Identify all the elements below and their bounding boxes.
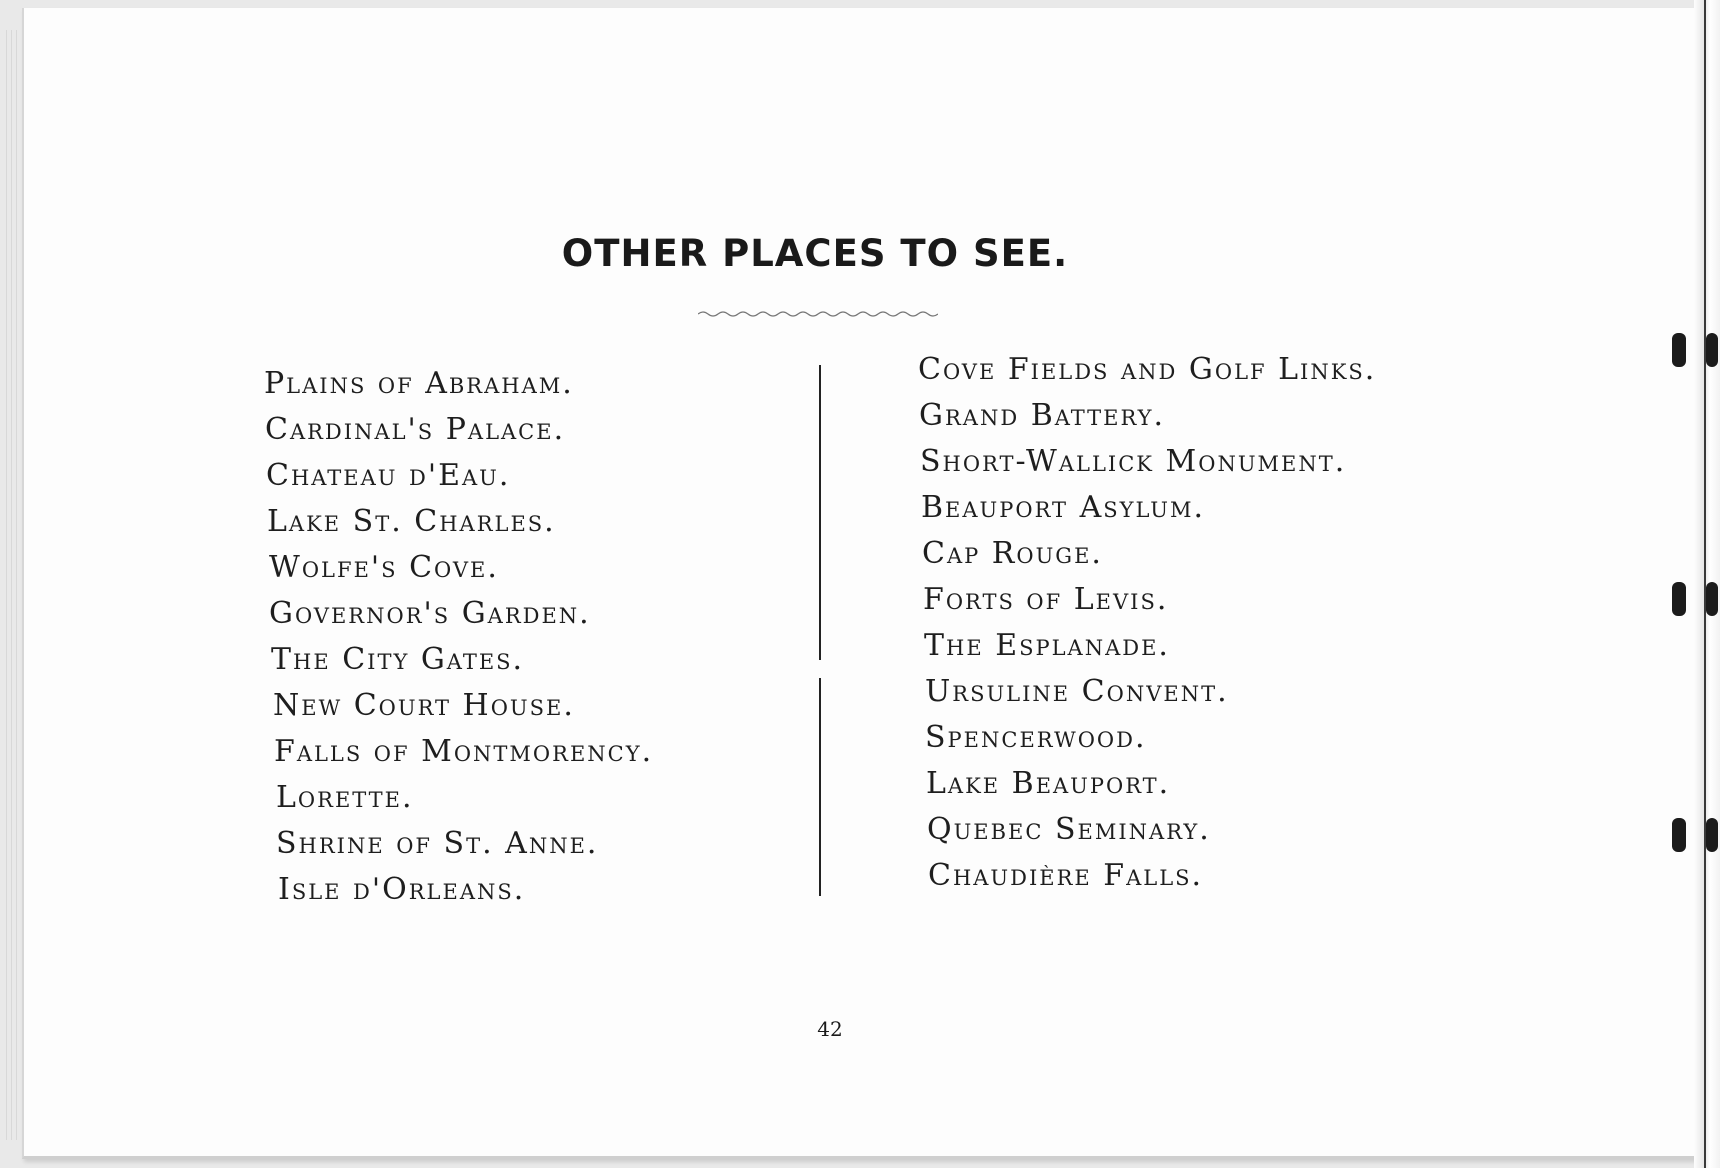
place-name: Governor's Garden. [269, 596, 591, 631]
place-name: Grand Battery. [919, 398, 1166, 433]
binding-spine [1704, 0, 1706, 1168]
ornamental-rule [698, 308, 938, 320]
place-name: Lake Beauport. [926, 766, 1171, 801]
binding-hole [1672, 333, 1686, 367]
place-name: Beauport Asylum. [921, 490, 1206, 525]
place-name: Lorette. [276, 780, 414, 815]
place-name: Shrine of St. Anne. [276, 826, 599, 861]
place-name: New Court House. [273, 688, 575, 723]
page-number: 42 [817, 1017, 843, 1041]
place-name: Wolfe's Cove. [269, 550, 499, 585]
place-name: The Esplanade. [924, 628, 1170, 663]
binding-hole [1706, 582, 1718, 616]
place-name: Chaudière Falls. [928, 858, 1204, 893]
page-heading: OTHER PLACES TO SEE. [561, 232, 1069, 275]
place-name: Quebec Seminary. [927, 812, 1211, 847]
place-name: Chateau d'Eau. [266, 458, 511, 493]
column-divider [819, 678, 821, 896]
place-name: Cardinal's Palace. [265, 412, 566, 447]
binding-hole [1706, 333, 1718, 367]
binding-hole [1672, 582, 1686, 616]
page-edge [11, 30, 12, 1140]
binding-hole [1706, 818, 1718, 852]
column-divider [819, 365, 821, 660]
page-edge [16, 30, 17, 1140]
place-name: Spencerwood. [925, 720, 1147, 755]
binding-hole [1672, 818, 1686, 852]
place-name: Ursuline Convent. [925, 674, 1229, 709]
page-edge [6, 30, 7, 1140]
place-name: The City Gates. [271, 642, 525, 677]
place-name: Lake St. Charles. [267, 504, 556, 539]
place-name: Short-Wallick Monument. [920, 444, 1347, 479]
place-name: Isle d'Orleans. [278, 872, 526, 907]
place-name: Cap Rouge. [922, 536, 1103, 571]
place-name: Forts of Levis. [923, 582, 1169, 617]
place-name: Falls of Montmorency. [274, 734, 654, 769]
place-name: Cove Fields and Golf Links. [918, 352, 1377, 387]
place-name: Plains of Abraham. [264, 366, 574, 401]
